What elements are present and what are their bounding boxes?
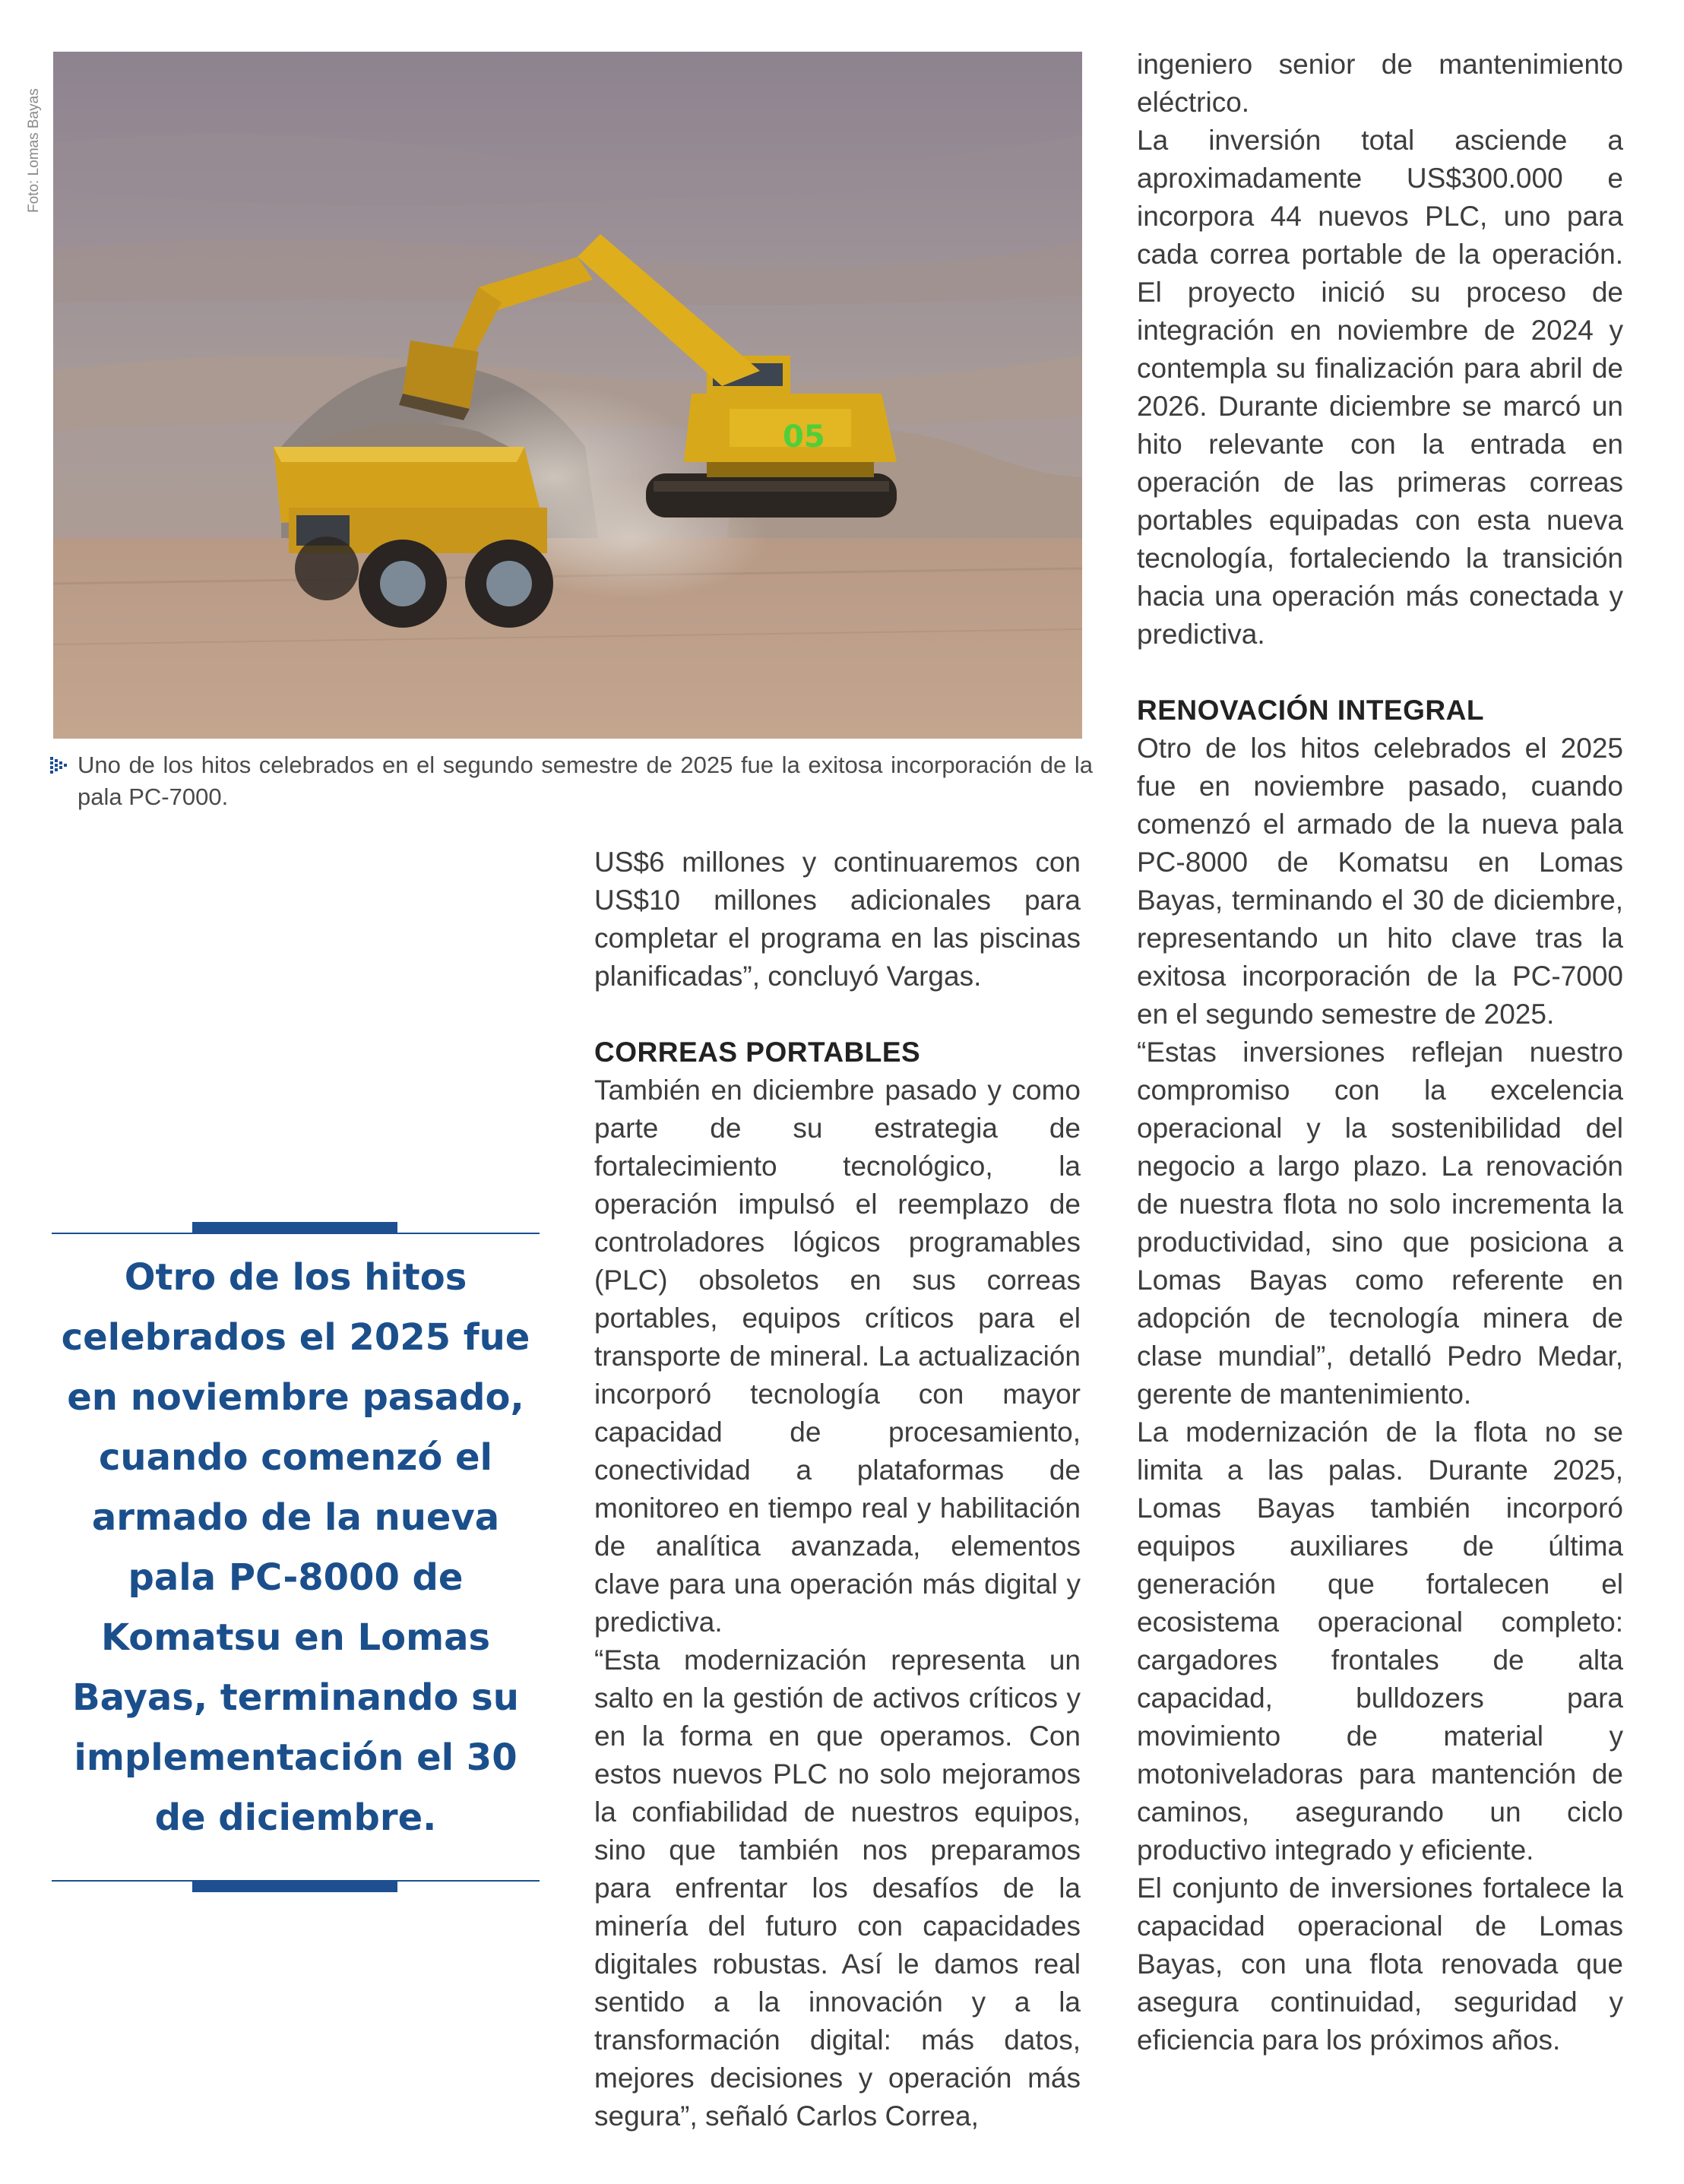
- photo-caption: [50, 749, 1093, 813]
- right-paragraph-2: Otro de los hitos celebrados el 2025 fue en noviembre pasado, cuando comenzó el armado de la nueva pala PC-8000 de Komatsu en Lomas Bayas, terminando el 30 de diciembre, representando un hito clave tras la exitosa incorporación de la PC-7000 en el segundo semestre de 2025.: [1137, 733, 1623, 1030]
- middle-intro-paragraph: US$6 millones y continuaremos con US$10 millones adicionales para completar el programa en las piscinas planificadas”, concluyó Vargas.: [594, 847, 1081, 992]
- right-paragraph-1: La inversión total asciende a aproximadamente US$300.000 e incorpora 44 nuevos PLC, uno para cada correa portable de la operación. El proyecto inició su proceso de integración en noviembre de 2024 y contempla su finalización para abril de 2026. Durante diciembre se marcó un hito relevante con la entrada en operación de las primeras correas portables equipadas con esta nueva tecnología, fortaleciendo la transición hacia una operación más conectada y predictiva.: [1137, 125, 1623, 650]
- pull-quote-top-bar: [192, 1222, 397, 1233]
- dot-arrow-icon: [50, 757, 70, 774]
- right-paragraph-5: El conjunto de inversiones fortalece la capacidad operacional de Lomas Bayas, con una flota renovada que asegura continuidad, seguridad y eficiencia para los próximos años.: [1137, 1872, 1623, 2056]
- haul-truck-graphic: [274, 423, 553, 628]
- mining-scene-illustration: [53, 52, 1082, 739]
- section-heading-correas: CORREAS PORTABLES: [594, 1037, 921, 1068]
- pull-quote: Otro de los hitos celebrados el 2025 fue en noviembre pasado, cuando comenzó el armado de la nueva pala PC-8000 de Komatsu en Lomas Bayas, terminando su implementación el 30 de diciembre.: [61, 1256, 530, 1839]
- middle-paragraph-1: También en diciembre pasado y como parte de su estrategia de fortalecimiento tecnológico, la operación impulsó el reemplazo de controladores lógicos programables (PLC) obsoletos en sus correas portables, equipos críticos para el transporte de mineral. La actualización incorporó tecnología con mayor capacidad de procesamiento, conectividad a plataformas de monitoreo en tiempo real y habilitación de analítica avanzada, elementos clave para una operación más digital y predictiva.: [594, 1075, 1081, 1638]
- right-paragraph-3: “Estas inversiones reflejan nuestro compromiso con la excelencia operacional y la sostenibilidad del negocio a largo plazo. La renovación de nuestra flota no solo incrementa la productividad, sino que posiciona a Lomas Bayas como referente en adopción de tecnología minera de clase mundial”, detalló Pedro Medar, gerente de mantenimiento.: [1137, 1037, 1623, 1410]
- section-heading-renovacion: RENOVACIÓN INTEGRAL: [1137, 695, 1484, 726]
- right-paragraph-4: La modernización de la flota no se limita a las palas. Durante 2025, Lomas Bayas también incorporó equipos auxiliares de última generación que fortalecen el ecosistema operacional completo: cargadores frontales de alta capacidad, bulldozers para movimiento de material y motoniveladoras para mantención de caminos, asegurando un ciclo productivo integrado y eficiente.: [1137, 1416, 1623, 1866]
- middle-column: [594, 844, 1081, 2135]
- caption-text: Uno de los hitos celebrados en el segundo semestre de 2025 fue la exitosa incorporación de la pala PC-7000.: [78, 752, 1093, 810]
- middle-paragraph-2: “Esta modernización representa un salto en la gestión de activos críticos y en la forma en que operamos. Con estos nuevos PLC no solo mejoramos la confiabilidad de nuestros equipos, sino que también nos preparamos para enfrentar los desafíos de la minería del futuro con capacidades digitales robustas. Así le damos real sentido a la innovación y a la transformación digital: más datos, mejores decisiones y operación más segura”, señaló Carlos Correa,: [594, 1644, 1081, 2132]
- right-column: [1137, 46, 1623, 2059]
- right-paragraph-0: ingeniero senior de mantenimiento eléctrico.: [1137, 49, 1623, 118]
- pull-quote-top-rule: [52, 1233, 540, 1234]
- pull-quote-bottom-bar: [192, 1882, 397, 1892]
- mining-photo: [53, 52, 1082, 739]
- photo-credit-text: Foto: Lomas Bayas: [26, 88, 42, 213]
- shovel-number: 05: [783, 419, 825, 454]
